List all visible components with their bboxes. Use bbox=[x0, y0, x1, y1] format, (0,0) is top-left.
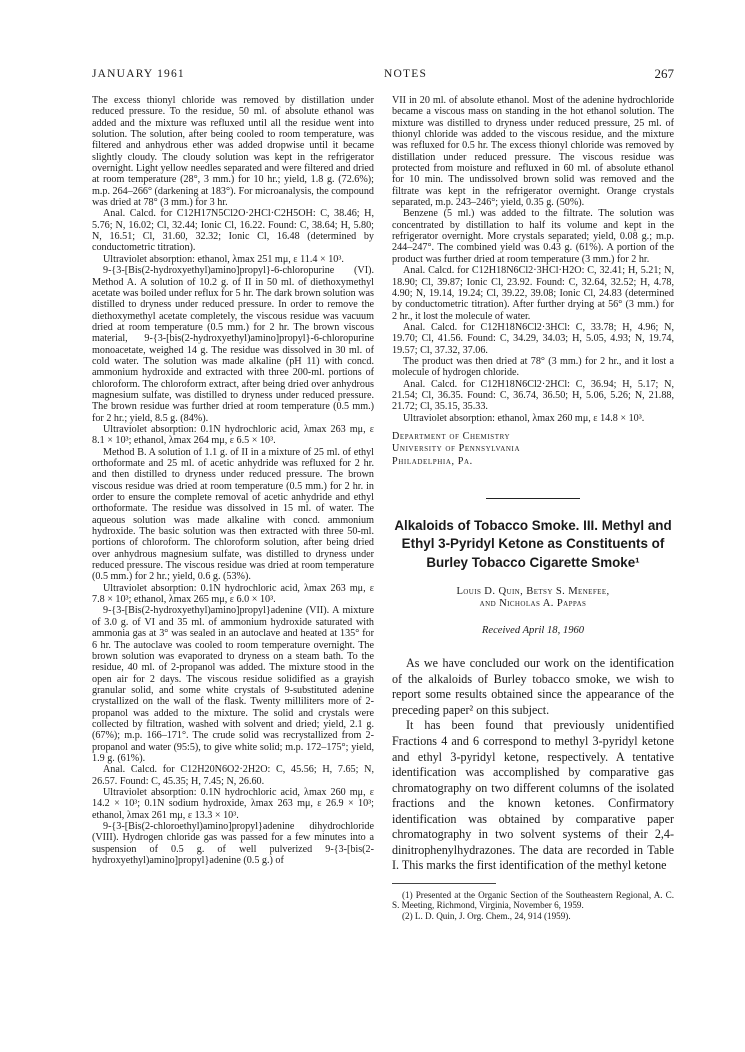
uv-paragraph: Ultraviolet absorption: ethanol, λmax 260 mμ, ε 14.8 × 10³. bbox=[403, 412, 645, 424]
address-line: University of Pennsylvania bbox=[392, 443, 521, 455]
footnote: (2) L. D. Quin, J. Org. Chem., 24, 914 (1959). bbox=[402, 910, 571, 921]
uv-paragraph: Ultraviolet absorption: 0.1N hydrochloric acid, λmax 260 mμ, ε 14.2 × 10³; 0.1N sodium hydroxide, λmax 263 mμ, ε 26.9 × 10³; ethanol, λmax 261 mμ, ε 13.3 × 10³. bbox=[92, 786, 374, 821]
body-paragraph: It has been found that previously unidentified Fractions 4 and 6 correspond to methyl 3-pyridyl ketone and ethyl 3-pyridyl ketone, respectively. A tentative identification was accomplished by comparative gas chromatography on two different columns of the isolated fractions and the known ketones. Confirmatory identification was obtained by comparative paper chromatography in two solvent systems of their 2,4-dinitrophenylhydrazones. The data are recorded in Table I. This marks the first identification of the methyl ketone bbox=[392, 718, 674, 873]
uv-paragraph: Ultraviolet absorption: 0.1N hydrochloric acid, λmax 263 mμ, ε 8.1 × 10³; ethanol, λmax 264 mμ, ε 6.5 × 10³. bbox=[92, 423, 374, 447]
running-header bbox=[92, 66, 674, 82]
body-paragraph: 9-{3-[Bis(2-chloroethyl)amino]propyl}adenine dihydrochloride (VIII). Hydrogen chloride gas was passed for a few minutes into a suspension of 0.5 g. of well pulverized 9-{3-[bis(2-hydroxyethyl)amino]propyl}adenine (0.5 g.) of bbox=[92, 821, 374, 867]
received-date: Received April 18, 1960 bbox=[481, 624, 585, 636]
left-column bbox=[92, 95, 374, 866]
analysis-paragraph: Anal. Calcd. for C12H18N6Cl2·3HCl·H2O: C, 32.41; H, 5.21; N, 18.90; Cl, 39.87; Ionic Cl, 23.92. Found: C, 32.64, 32.52; H, 4.78, 4.90; N, 19.14, 19.24; Cl, 39.22, 39.08; Ionic Cl, 24.83 (determined by conductometric titration). After further drying at 56° (3 mm.) for 2 hr., it lost the molecule of water. bbox=[392, 265, 674, 322]
section-divider bbox=[486, 498, 580, 499]
title-line: Alkaloids of Tobacco Smoke. III. Methyl and bbox=[394, 518, 672, 534]
title-line: Burley Tobacco Cigarette Smoke¹ bbox=[426, 554, 640, 570]
page-number: 267 bbox=[654, 66, 674, 81]
body-paragraph: VII in 20 ml. of absolute ethanol. Most of the adenine hydrochloride became a viscous mass on standing in the hot ethanol solution. The mixture was distilled to dryness under reduced pressure, 25 ml. of thionyl chloride was added to the viscous residue, and the mixture was refluxed for 0.5 hr. The excess thionyl chloride was removed by distillation under reduced pressure. The viscous residue was protected from moisture and refluxed in 60 ml. of absolute ethanol for 10 min. The undissolved brown solid was removed and the filtrate was kept in the refrigerator overnight. Orange crystals separated, m.p. 243–246°; yield, 0.35 g. (50%). bbox=[392, 95, 674, 209]
header-date: JANUARY 1961 bbox=[92, 68, 185, 80]
right-column bbox=[392, 95, 674, 921]
body-paragraph: The product was then dried at 78° (3 mm.) for 2 hr., and it lost a molecule of hydrogen chloride. bbox=[392, 355, 674, 379]
article-body bbox=[392, 656, 674, 874]
analysis-paragraph: Anal. Calcd. for C12H17N5Cl2O·2HCl·C2H5OH: C, 38.46; H, 5.76; N, 16.02; Cl, 32.44; Ionic Cl, 16.22. Found: C, 38.64; H, 5.80; N, 16.51; Cl, 31.60, 32.32; Ionic Cl, 16.48 (determined by conductometric titration). bbox=[92, 208, 374, 254]
address-line: Philadelphia, Pa. bbox=[392, 455, 473, 467]
article-authors bbox=[392, 586, 674, 611]
body-paragraph: As we have concluded our work on the identification of the alkaloids of Burley tobacco smoke, we wish to report some results obtained since the appearance of the preceding paper² on this subject. bbox=[392, 656, 674, 717]
article-title bbox=[392, 517, 674, 572]
body-paragraph: Benzene (5 ml.) was added to the filtrate. The solution was concentrated by distillation to half its volume and kept in the refrigerator overnight. More crystals separated; yield, 0.08 g.; m.p. 244–247°. The combined yield was 0.43 g. (61%). A portion of the product was further dried at room temperature (3 mm.) for 2 hr. bbox=[392, 208, 674, 265]
body-paragraph: 9-{3-[Bis(2-hydroxyethyl)amino]propyl}adenine (VII). A mixture of 3.0 g. of VI and 35 ml. of ammonium hydroxide saturated with ammonia gas at 3° was sealed in an autoclave and heated at 135° for 6 hr. The autoclave was cooled to room temperature overnight. The brown solution was evaporated to dryness on a steam bath. To the residue, 40 ml. of 2-propanol was added. The mixture stood in the open air for 2 days. The viscous residue solidified as a grayish granular solid, and some white crystals of 9-substituted adenine crystallized on the wall of the flask. Twenty milliliters more of 2-propanol was added to the mixture. The solid and crystals were collected by filtration, washed with solvent and dried; yield, 2.1 g. (67%); m.p. 166–171°. The crude solid was recrystallized from 2-propanol and water (95:5), to give white solid; m.p. 172–175°; yield, 1.9 g. (61%). bbox=[92, 605, 374, 764]
footnote: (1) Presented at the Organic Section of the Southeastern Regional, A. C. S. Meeting, Richmond, Virginia, November 6, 1959. bbox=[392, 889, 674, 911]
header-section: NOTES bbox=[384, 68, 428, 80]
author-line: Louis D. Quin, Betsy S. Menefee, bbox=[456, 586, 610, 598]
analysis-paragraph: Anal. Calcd. for C12H18N6Cl2·2HCl: C, 36.94; H, 5.17; N, 21.54; Cl, 36.35. Found: C, 36.74, 36.50; H, 5.06, 5.26; N, 21.88, 21.72; Cl, 35.15, 35.33. bbox=[392, 378, 674, 413]
body-paragraph: The excess thionyl chloride was removed by distillation under reduced pressure. To the residue, 50 ml. of absolute ethanol was added and the mixture was refluxed until all the residue went into solution. The solution, after being cooled to room temperature, was filtered and anhydrous ether was added dropwise until it became slightly cloudy. The cloudy solution was kept in the refrigerator overnight. Light yellow needles separated and were filtered and dried at room temperature (28°, 3 mm.) for 10 hr.; yield, 1.8 g. (72.6%); m.p. 264–266° (darkening at 183°). For microanalysis, the compound was dried at 78° (3 mm.) for 3 hr. bbox=[92, 95, 374, 209]
title-line: Ethyl 3-Pyridyl Ketone as Constituents of bbox=[401, 536, 665, 552]
analysis-paragraph: Anal. Calcd. for C12H18N6Cl2·3HCl: C, 33.78; H, 4.96; N, 19.70; Cl, 41.56. Found: C, 34.29, 34.03; H, 5.05, 4.93; N, 19.74, 19.57; Cl, 37.32, 37.06. bbox=[392, 321, 674, 356]
footnote-divider bbox=[392, 883, 496, 884]
author-address bbox=[392, 431, 674, 468]
body-paragraph: Method B. A solution of 1.1 g. of II in a mixture of 25 ml. of ethyl orthoformate and 25 ml. of acetic anhydride was refluxed for 2 hr. and then distilled to dryness under reduced pressure. The brown viscous residue was dried at room temperature (0.5 mm.) for 2 hr. in order to ensure the complete removal of acetic anhydride and ethyl orthoformate. The residue was dissolved in 15 ml. of water. The aqueous solution was made alkaline with concd. ammonium hydroxide. The basic solution was then extracted with three 50-ml. portions of chloroform. The chloroform solution, after being dried over anhydrous magnesium sulfate, was distilled to dryness under reduced pressure. The viscous residue was dried at room temperature (0.5 mm.) for 2 hr.; yield, 0.6 g. (53%). bbox=[92, 446, 374, 583]
uv-paragraph: Ultraviolet absorption: ethanol, λmax 251 mμ, ε 11.4 × 10³. bbox=[103, 253, 344, 265]
body-paragraph: 9-{3-[Bis(2-hydroxyethyl)amino]propyl}-6-chloropurine (VI). Method A. A solution of 10.2 g. of II in 50 ml. of diethoxymethyl acetate was boiled under reflux for 5 hr. The dark brown solution was distilled to dryness under reduced pressure. In order to remove the diethoxymethyl acetate completely, the viscous residue was vacuum dried at room temperature (0.5 mm.) for 2 hr. The brown viscous material, 9-{3-[bis(2-hydroxyethyl)amino]propyl}-6-chloropurine monoacetate, weighed 14 g. The residue was dissolved in 30 ml. of cold water. The solution was made alkaline (pH 11) with concd. ammonium hydroxide and extracted with three 200-ml. portions of chloroform. The chloroform extract, after being dried over anhydrous magnesium sulfate, was distilled to dryness under reduced pressure. The brown residue was further dried at room temperature (0.5 mm.) for 2 hr.; yield, 8.5 g. (84%). bbox=[92, 265, 374, 424]
author-line: and Nicholas A. Pappas bbox=[479, 598, 587, 610]
address-line: Department of Chemistry bbox=[392, 430, 511, 442]
uv-paragraph: Ultraviolet absorption: 0.1N hydrochloric acid, λmax 263 mμ, ε 7.8 × 10³; ethanol, λmax 265 mμ, ε 6.0 × 10³. bbox=[92, 582, 374, 606]
footnotes bbox=[392, 890, 674, 921]
analysis-paragraph: Anal. Calcd. for C12H20N6O2·2H2O: C, 45.56; H, 7.65; N, 26.57. Found: C, 45.35; H, 7.45; N, 26.60. bbox=[92, 764, 374, 787]
